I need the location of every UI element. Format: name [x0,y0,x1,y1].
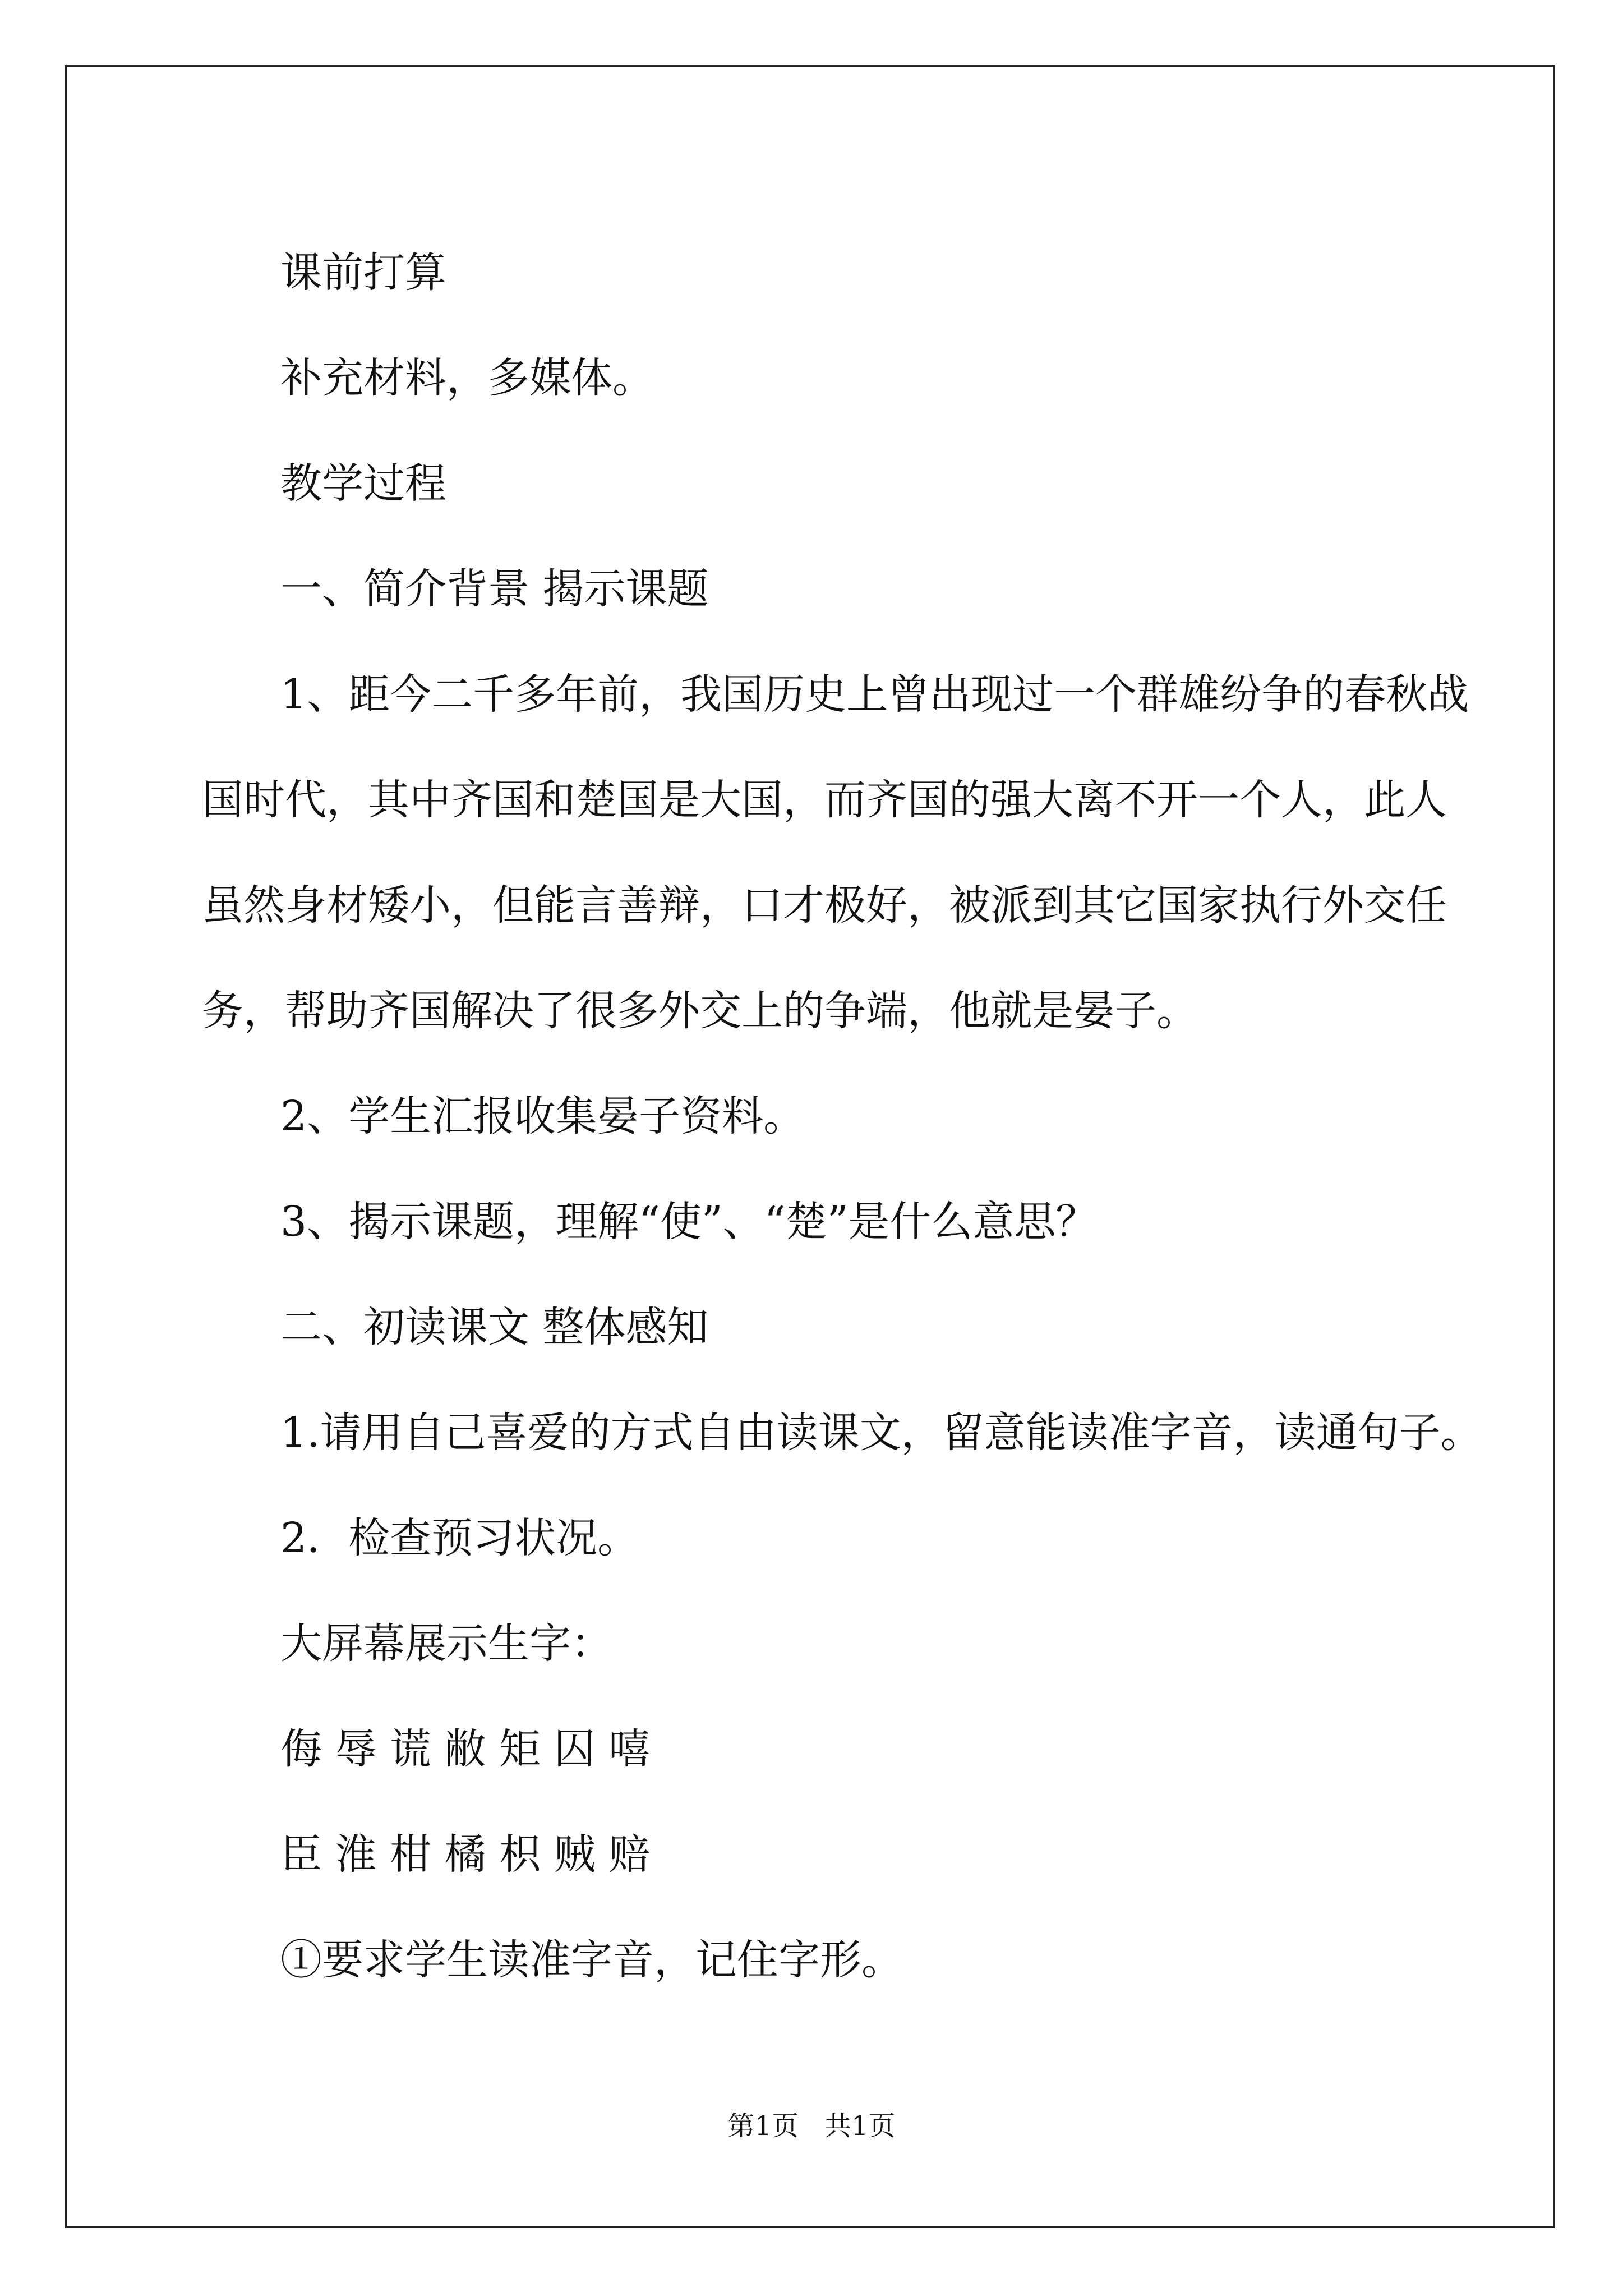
paragraph-section-one: 一、简介背景 揭示课题 [280,565,709,613]
paragraph-free-reading: 1.请用自己喜爱的方式自由读课文，留意能读准字音，读通句子。 [280,1409,1482,1457]
paragraph-check-preview: 2．检查预习状况。 [280,1514,639,1562]
paragraph-background-line-2: 国时代，其中齐国和楚国是大国，而齐国的强大离不开一个人，此人 [202,776,1447,824]
paragraph-reveal-title: 3、揭示课题，理解“使”、“楚”是什么意思？ [280,1198,1098,1246]
paragraph-heading-process: 教学过程 [280,459,446,508]
paragraph-characters-row-2: 臣 淮 柑 橘 枳 贼 赔 [280,1830,651,1879]
paragraph-background-line-3: 虽然身材矮小，但能言善辩，口才极好，被派到其它国家执行外交任 [202,881,1447,930]
paragraph-requirement: ①要求学生读准字音，记住字形。 [280,1936,903,1984]
paragraph-characters-row-1: 侮 辱 谎 敝 矩 囚 嘻 [280,1725,651,1773]
paragraph-heading-preparation: 课前打算 [280,249,446,297]
paragraph-materials: 补充材料，多媒体。 [280,354,654,402]
paragraph-background-line-4: 务，帮助齐国解决了很多外交上的争端，他就是晏子。 [202,987,1198,1035]
paragraph-report: 2、学生汇报收集晏子资料。 [280,1092,805,1140]
paragraph-background-line-1: 1、距今二千多年前，我国历史上曾出现过一个群雄纷争的春秋战 [280,670,1469,719]
page-footer: 第1页 共1页 [727,2110,896,2142]
paragraph-new-characters-intro: 大屏幕展示生字： [280,1619,612,1668]
paragraph-section-two: 二、初读课文 整体感知 [280,1303,709,1351]
